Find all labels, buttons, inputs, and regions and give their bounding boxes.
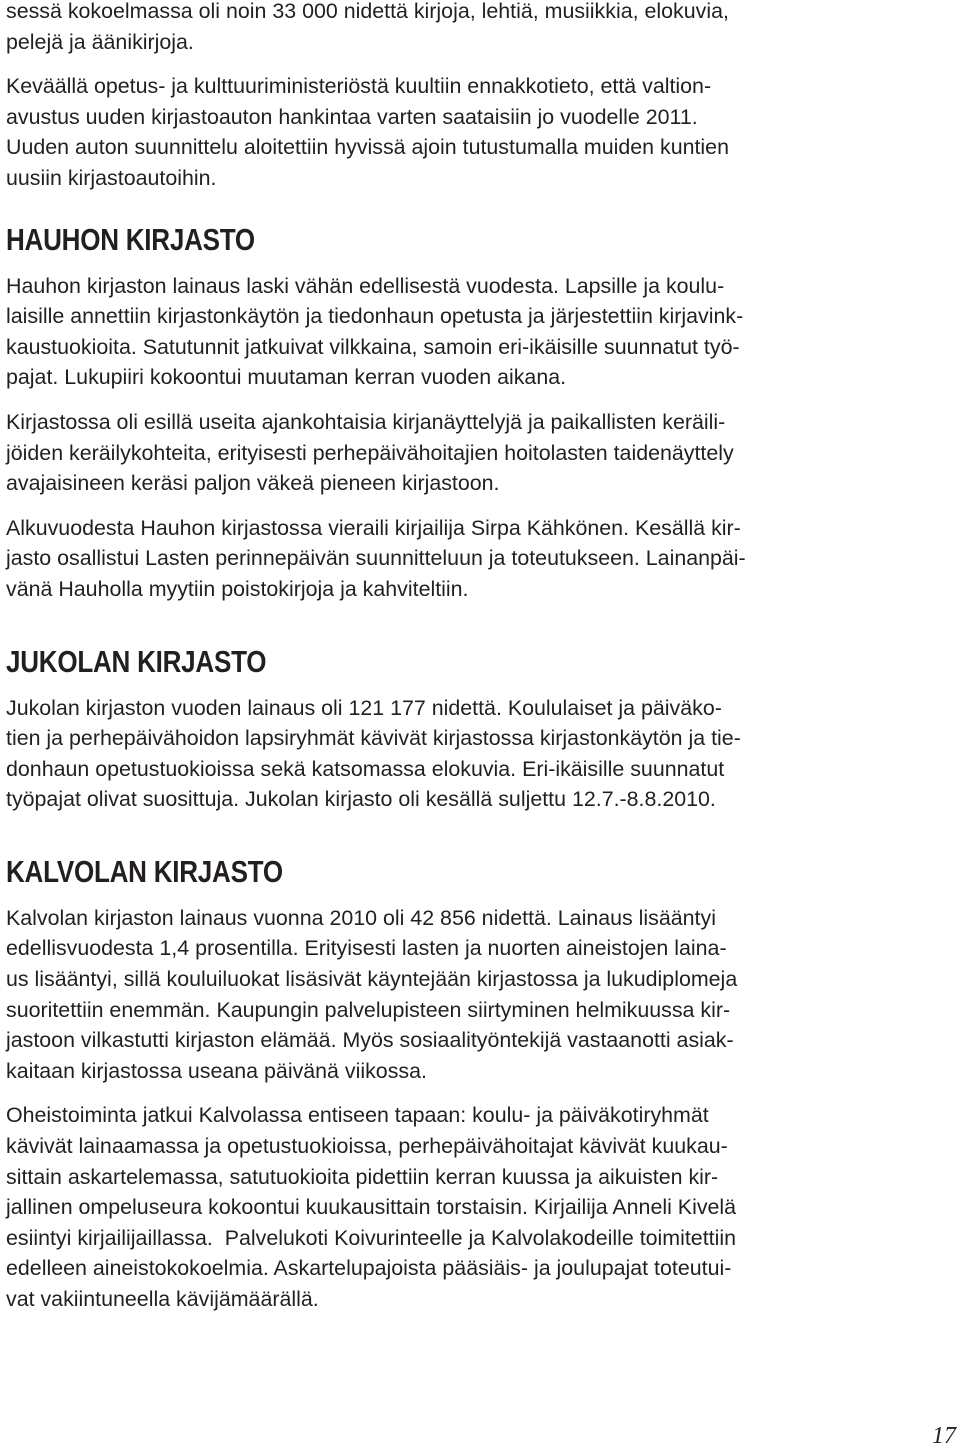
text-line: tien ja perhepäivähoidon lapsiryhmät kävivät kirjastossa kirjastonkäytön ja tie- (6, 726, 741, 751)
text-line: Jukolan kirjaston vuoden lainaus oli 121 177 nidettä. Koululaiset ja päiväko- (6, 695, 722, 720)
text-line: sittain askartelemassa, satutuokioita pidettiin kerran kuussa ja aikuisten kir- (6, 1164, 719, 1189)
text-line: esiintyi kirjailijaillassa. Palvelukoti Koivurinteelle ja Kalvolakodeille toimitettiin (6, 1225, 736, 1250)
text-line: jasto osallistui Lasten perinnepäivän suunnitteluun ja toteutukseen. Lainanpäi- (6, 546, 746, 571)
text-line: kävivät lainaamassa ja opetustuokioissa, perhepäivähoitajat kävivät kuukau- (6, 1134, 728, 1159)
text-line: jastoon vilkastutti kirjaston elämää. Myös sosiaalityöntekijä vastaanotti asiak- (6, 1028, 734, 1053)
kalvolan-paragraph-1 (6, 903, 852, 1087)
text-line: Hauhon kirjaston lainaus laski vähän edellisestä vuodesta. Lapsille ja koulu- (6, 273, 725, 298)
text-line: pajat. Lukupiiri kokoontui muutaman kerran vuoden aikana. (6, 365, 567, 390)
text-line: Oheistoiminta jatkui Kalvolassa entiseen tapaan: koulu- ja päiväkotiryhmät (6, 1103, 709, 1128)
text-line: vänä Hauholla myytiin poistokirjoja ja kahviteltiin. (6, 576, 469, 601)
text-line: us lisääntyi, sillä kouluiluokat lisäsivät käyntejään kirjastossa ja lukudiplomeja (6, 967, 738, 992)
text-line: avustus uuden kirjastoauton hankintaa varten saataisiin jo vuodelle 2011. (6, 104, 698, 129)
text-line: Alkuvuodesta Hauhon kirjastossa vieraili kirjailija Sirpa Kähkönen. Kesällä kir- (6, 515, 741, 540)
intro-paragraph-2 (6, 71, 852, 193)
hauhon-paragraph-1 (6, 271, 852, 393)
text-line: työpajat olivat suosittuja. Jukolan kirjasto oli kesällä suljettu 12.7.-8.8.2010. (6, 787, 716, 812)
text-line: vat vakiintuneella kävijämäärällä. (6, 1287, 319, 1311)
text-line: Keväällä opetus- ja kulttuuriministeriöstä kuultiin ennakkotieto, että valtion- (6, 74, 712, 99)
page-number: 17 (932, 1423, 956, 1449)
text-line: Kirjastossa oli esillä useita ajankohtaisia kirjanäyttelyjä ja paikallisten keräili- (6, 409, 726, 434)
kalvolan-paragraph-2 (6, 1100, 852, 1314)
text-line: kaitaan kirjastossa useana päivänä viikossa. (6, 1058, 427, 1083)
section-heading-jukolan: JUKOLAN KIRJASTO (6, 643, 267, 679)
text-line: donhaun opetustuokioissa sekä katsomassa elokuvia. Eri-ikäisille suunnatut (6, 756, 725, 781)
text-line: jöiden keräilykohteita, erityisesti perhepäivähoitajien hoitolasten taidenäyttely (6, 440, 734, 465)
text-line: pelejä ja äänikirjoja. (6, 29, 194, 54)
text-line: jallinen ompeluseura kokoontui kuukausittain torstaisin. Kirjailija Anneli Kivelä (6, 1195, 737, 1220)
text-line: suoritettiin enemmän. Kaupungin palvelupisteen siirtyminen helmikuussa kir- (6, 997, 731, 1022)
text-line: laisille annettiin kirjastonkäytön ja tiedonhaun opetusta ja järjestettiin kirjavink- (6, 304, 744, 329)
text-line: Uuden auton suunnittelu aloitettiin hyvissä ajoin tutustumalla muiden kuntien (6, 135, 729, 160)
text-line: avajaisineen keräsi paljon väkeä pieneen kirjastoon. (6, 471, 500, 496)
intro-paragraph-1 (6, 0, 852, 57)
hauhon-paragraph-2 (6, 407, 852, 499)
hauhon-paragraph-3 (6, 513, 852, 605)
document-page (6, 0, 852, 1315)
text-line: uusiin kirjastoautoihin. (6, 165, 217, 190)
jukolan-paragraph-1 (6, 693, 852, 815)
section-heading-hauhon: HAUHON KIRJASTO (6, 221, 255, 257)
text-line: Kalvolan kirjaston lainaus vuonna 2010 oli 42 856 nidettä. Lainaus lisääntyi (6, 905, 716, 930)
section-heading-kalvolan: KALVOLAN KIRJASTO (6, 853, 283, 889)
text-line: edelleen aineistokokoelmia. Askartelupajoista pääsiäis- ja joulupajat toteutui- (6, 1256, 732, 1281)
text-line: sessä kokoelmassa oli noin 33 000 nidettä kirjoja, lehtiä, musiikkia, elokuvia, (6, 0, 729, 23)
text-line: edellisvuodesta 1,4 prosentilla. Erityisesti lasten ja nuorten aineistojen laina- (6, 936, 727, 961)
text-line: kaustuokioita. Satutunnit jatkuivat vilkkaina, samoin eri-ikäisille suunnatut työ- (6, 334, 740, 359)
